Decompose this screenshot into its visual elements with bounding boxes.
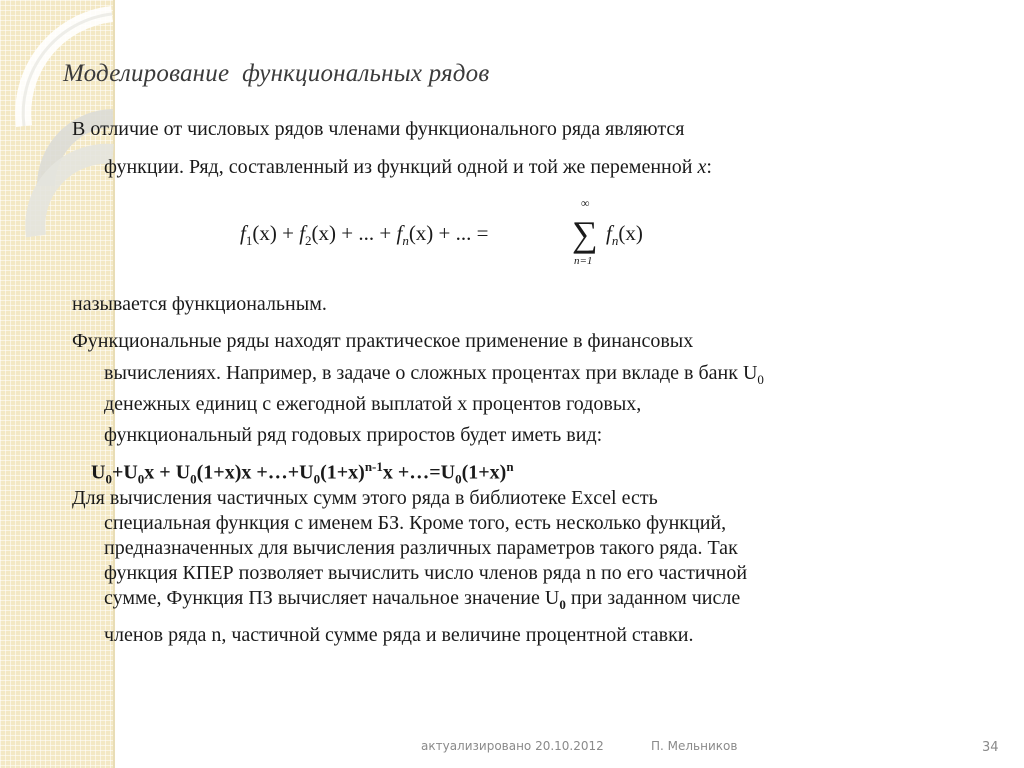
formula-sub: n xyxy=(611,233,619,248)
formula-term: +U xyxy=(111,461,138,484)
formula-sub: 1 xyxy=(245,233,253,248)
paragraph-intro xyxy=(72,118,952,198)
text-run: при заданном числе xyxy=(565,587,741,609)
paragraph-line: членов ряда n, частичной сумме ряда и величине процентной ставки. xyxy=(104,624,694,646)
formula-f: f xyxy=(240,221,246,245)
formula-f: f xyxy=(396,221,403,245)
formula-term: x +…=U xyxy=(382,461,456,484)
paragraph-line xyxy=(104,362,764,388)
formula-term: (1+x) xyxy=(461,461,507,484)
paragraph-application xyxy=(72,330,952,450)
page-number: 34 xyxy=(982,740,999,755)
paragraph-functional: называется функциональным. xyxy=(72,293,327,315)
paragraph-line xyxy=(104,156,712,179)
text-run: функции. Ряд, составленный из функций одной и той же переменной xyxy=(104,156,698,178)
paragraph-line: В отличие от числовых рядов членами функционального ряда являются xyxy=(72,118,685,140)
paragraph-line: Функциональные ряды находят практическое применение в финансовых xyxy=(72,330,694,352)
subscript: 0 xyxy=(190,471,197,487)
formula-term: (1+x)x +…+U xyxy=(196,461,314,484)
paragraph-line: специальная функция с именем БЗ. Кроме того, есть несколько функций, xyxy=(104,512,727,534)
footer-author: П. Мельников xyxy=(651,739,738,753)
paragraph-line: функциональный ряд годовых приростов будет иметь вид: xyxy=(104,424,603,446)
growth-series-formula xyxy=(91,459,514,488)
formula-part: (x) + ... = xyxy=(408,221,489,245)
paragraph-line xyxy=(104,587,740,613)
text-run: сумме, Функция ПЗ вычисляет начальное значение U xyxy=(104,587,560,609)
formula-term: (1+x) xyxy=(320,461,365,484)
subscript: 0 xyxy=(455,471,462,487)
formula-sub: n xyxy=(402,233,409,248)
formula-term: x + U xyxy=(144,461,191,484)
sum-sign: ∑ xyxy=(572,214,598,254)
sum-upper-limit: ∞ xyxy=(581,196,590,210)
formula-f: f xyxy=(606,221,612,245)
subscript: 0 xyxy=(313,471,321,487)
text-run: вычислениях. Например, в задаче о сложных процентах при вкладе в банк U xyxy=(104,362,758,384)
svg-text:fn(x) xyxy=(606,221,643,248)
subscript: 0 xyxy=(559,597,566,612)
paragraph-line: Для вычисления частичных сумм этого ряда в библиотеке Excel есть xyxy=(72,487,658,509)
superscript: n-1 xyxy=(364,459,383,474)
paragraph-excel xyxy=(72,487,952,657)
formula-part: (x) + xyxy=(252,221,300,245)
formula-sub: 2 xyxy=(305,233,312,248)
paragraph-line: функция КПЕР позволяет вычислить число членов ряда n по его частичной xyxy=(104,562,748,584)
subscript: 0 xyxy=(757,372,764,387)
superscript: n xyxy=(506,459,514,474)
formula-part: (x) xyxy=(618,221,643,245)
text-run: : xyxy=(706,156,712,178)
sum-lower-limit: n=1 xyxy=(574,255,593,267)
formula-f: f xyxy=(299,221,306,245)
footer-date: актуализировано 20.10.2012 xyxy=(421,739,604,753)
series-formula xyxy=(238,196,678,268)
formula-term: U xyxy=(91,461,106,484)
subscript: 0 xyxy=(105,471,112,487)
formula-part: (x) + ... + xyxy=(311,221,397,245)
paragraph-line: предназначенных для вычисления различных параметров такого ряда. Так xyxy=(104,537,738,559)
paragraph-line: денежных единиц с ежегодной выплатой x процентов годовых, xyxy=(104,393,642,415)
subscript: 0 xyxy=(137,471,145,487)
svg-text:f1(x) + f2(x) + ... + fn(x) + xyxy=(240,221,489,248)
slide-title: Моделирование функциональных рядов xyxy=(63,60,490,87)
variable-x: x xyxy=(697,156,707,178)
